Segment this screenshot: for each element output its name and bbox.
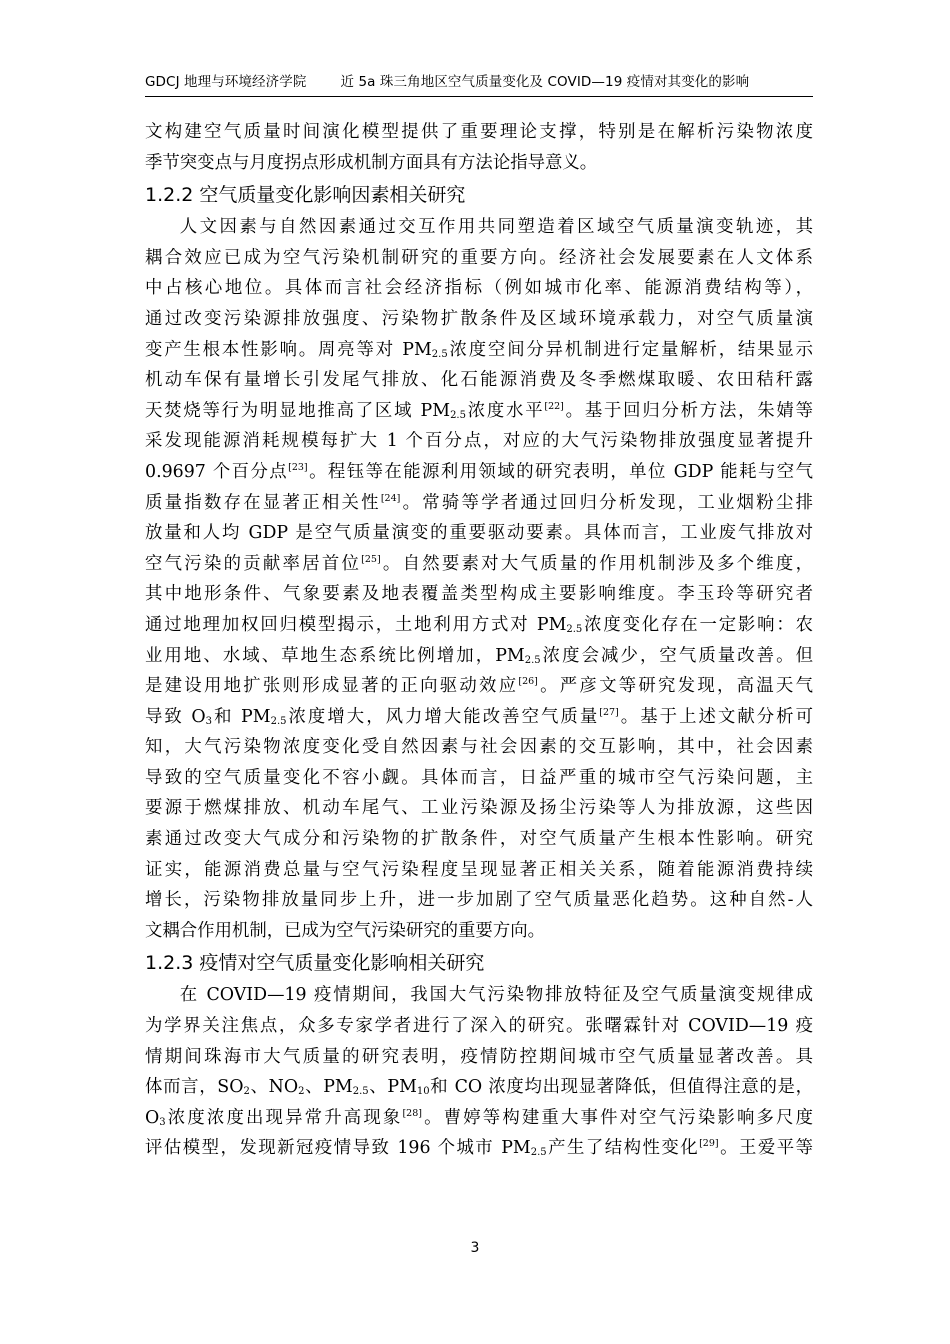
citation: [23] <box>288 461 308 473</box>
citation: [26] <box>518 676 538 688</box>
page-number: 3 <box>470 1240 480 1256</box>
text-line: 质量指数存在显著正相关性[24]。常骑等学者通过回归分析发现，工业烟粉尘排 <box>145 492 813 513</box>
text-line: 导致的空气质量变化不容小觑。具体而言，日益严重的城市空气污染问题，主 <box>145 767 813 788</box>
citation: [27] <box>599 706 619 718</box>
text-line: 情期间珠海市大气质量的研究表明，疫情防控期间城市空气质量显著改善。具 <box>145 1046 813 1067</box>
text-line: 增长，污染物排放量同步上升，进一步加剧了空气质量恶化趋势。这种自然-人 <box>145 890 813 911</box>
text-line: 是建设用地扩张则形成显著的正向驱动效应[26]。严彦文等研究发现，高温天气 <box>145 676 813 697</box>
text-line: 文构建空气质量时间演化模型提供了重要理论支撑，特别是在解析污染物浓度 <box>145 122 813 142</box>
citation: [25] <box>361 553 381 565</box>
text-line: 通过改变污染源排放强度、污染物扩散条件及区域环境承载力，对空气质量演 <box>145 308 813 329</box>
text-line: 导致 $O_3$和 $PM_{2.5}$浓度增大，风力增大能改善空气质量[27]。基于上述文献分析可 <box>145 706 813 727</box>
text-line: 要源于燃煤排放、机动车尾气、工业污染源及扬尘污染等人为排放源，这些因 <box>145 798 813 819</box>
text-line: 通过地理加权回归模型揭示，土地利用方式对 $PM_{2.5}$浓度变化存在一定影响：农 <box>145 614 813 635</box>
header-school: GDCJ 地理与环境经济学院 <box>145 74 307 90</box>
intro-paragraph <box>145 117 813 178</box>
header-thesis-title: 近 5a 珠三角地区空气质量变化及 COVID—19 疫情对其变化的影响 <box>340 74 750 90</box>
text-line: 天焚烧等行为明显地推高了区域 $PM_{2.5}$浓度水平[22]。基于回归分析方法，朱婧等 <box>145 400 813 421</box>
text-line: $O_3$浓度浓度出现异常升高现象[28]。曹婷等构建重大事件对空气污染影响多尺度 <box>145 1107 813 1128</box>
running-header <box>145 70 813 90</box>
text-line: 空气污染的贡献率居首位[25]。自然要素对大气质量的作用机制涉及多个维度， <box>145 553 813 574</box>
text-line: 素通过改变大气成分和污染物的扩散条件，对空气质量产生根本性影响。研究 <box>145 829 813 850</box>
text-line: 体而言，$SO_2$、$NO_2$、$PM_{2.5}$、$PM_{10}$和 CO 浓度均出现显著降低，但值得注意的是， <box>145 1077 813 1098</box>
text-line: 评估模型，发现新冠疫情导致 196 个城市 $PM_{2.5}$产生了结构性变化[29]。王爱平等 <box>145 1138 813 1159</box>
header-rule <box>145 96 813 97</box>
text-line: 变产生根本性影响。周亮等对 $PM_{2.5}$浓度空间分异机制进行定量解析，结果显示 <box>145 339 813 360</box>
text-line: 其中地形条件、气象要素及地表覆盖类型构成主要影响维度。李玉玲等研究者 <box>145 584 813 605</box>
section-1-2-2-paragraph <box>145 212 813 946</box>
section-1-2-3-paragraph <box>145 980 813 1164</box>
citation: [24] <box>380 492 401 504</box>
text-line: 中占核心地位。具体而言社会经济指标（例如城市化率、能源消费结构等）， <box>145 278 813 299</box>
text-line: 人文因素与自然因素通过交互作用共同塑造着区域空气质量演变轨迹，其 <box>179 217 813 238</box>
page-body <box>145 117 813 1164</box>
text-line: 采发现能源消耗规模每扩大 1 个百分点，对应的大气污染物排放强度显著提升 <box>145 431 813 452</box>
text-line: 0.9697 个百分点[23]。程钰等在能源利用领域的研究表明，单位 GDP 能耗与空气 <box>145 461 813 482</box>
text-line: 业用地、水域、草地生态系统比例增加，$PM_{2.5}$浓度会减少，空气质量改善。但 <box>145 645 813 666</box>
section-heading-1-2-3: 1.2.3 疫情对空气质量变化影响相关研究 <box>145 952 485 975</box>
section-heading-1-2-2: 1.2.2 空气质量变化影响因素相关研究 <box>145 184 466 207</box>
text-line: 放量和人均 GDP 是空气质量演变的重要驱动要素。具体而言，工业废气排放对 <box>145 523 813 544</box>
text-line: 为学界关注焦点，众多专家学者进行了深入的研究。张曙霖针对 COVID—19 疫 <box>145 1016 813 1037</box>
text-line: 耦合效应已成为空气污染机制研究的重要方向。经济社会发展要素在人文体系 <box>145 247 813 268</box>
text-line: 知，大气污染物浓度变化受自然因素与社会因素的交互影响，其中，社会因素 <box>145 737 813 758</box>
text-line: 季节突变点与月度拐点形成机制方面具有方法论指导意义。 <box>145 152 598 173</box>
text-line: 文耦合作用机制，已成为空气污染研究的重要方向。 <box>145 920 545 941</box>
citation: [29] <box>699 1138 719 1150</box>
text-line: 在 COVID—19 疫情期间，我国大气污染物排放特征及空气质量演变规律成 <box>179 985 813 1006</box>
text-line: 机动车保有量增长引发尾气排放、化石能源消费及冬季燃煤取暖、农田秸秆露 <box>145 370 813 391</box>
citation: [22] <box>544 400 564 412</box>
text-line: 证实，能源消费总量与空气污染程度呈现显著正相关关系，随着能源消费持续 <box>145 859 813 880</box>
citation: [28] <box>402 1107 422 1119</box>
